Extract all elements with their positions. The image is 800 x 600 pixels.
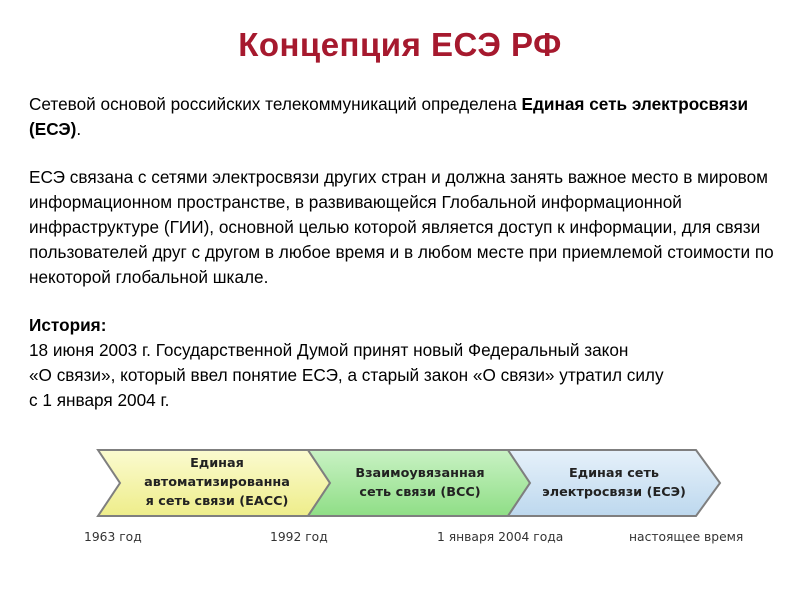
date-label-present: настоящее время [629,530,744,544]
page-title: Концепция ЕСЭ РФ [238,26,562,63]
intro-text: Сетевой основой российских телекоммуникаций определена [29,94,522,114]
stage-2-line-1: Взаимоувязанная [355,466,485,481]
stage-1-line-3: я сеть связи (ЕАСС) [145,494,289,509]
stage-3-line-2: электросвязи (ЕСЭ) [542,485,686,500]
stage-arrow-esz [508,450,720,516]
stage-arrow-vss [308,450,530,516]
date-label-2004: 1 января 2004 года [437,530,564,544]
date-label-1992: 1992 год [270,530,328,544]
history-heading: История: [29,315,107,335]
stage-3-line-1: Единая сеть [569,466,659,481]
history-line-2: «О связи», который ввел понятие ЕСЭ, а старый закон «О связи» утратил силу [29,365,664,385]
history-line-3: с 1 января 2004 г. [29,390,170,410]
history-line-1: 18 июня 2003 г. Государственной Думой принят новый Федеральный закон [29,340,629,360]
intro-tail: . [76,119,82,139]
intro-bold-term: Единая сеть электросвязи (ЕСЭ) [29,94,749,139]
stage-2-line-2: сеть связи (ВСС) [359,485,481,500]
date-label-1963: 1963 год [84,530,142,544]
stage-1-line-2: автоматизированна [144,475,290,490]
paragraph-esz-description: ЕСЭ связана с сетями электросвязи других стран и должна занять важное место в мировом информационном пространстве, в развивающейся Глобальной информационной инфраструктуре (ГИИ), основной целью которой является доступ к информации, для связи пользователей друг с другом в любое время и в любом месте при приемлемой стоимости по некоторой глобальной шкале. [29,167,774,287]
stage-1-line-1: Единая [190,456,244,471]
